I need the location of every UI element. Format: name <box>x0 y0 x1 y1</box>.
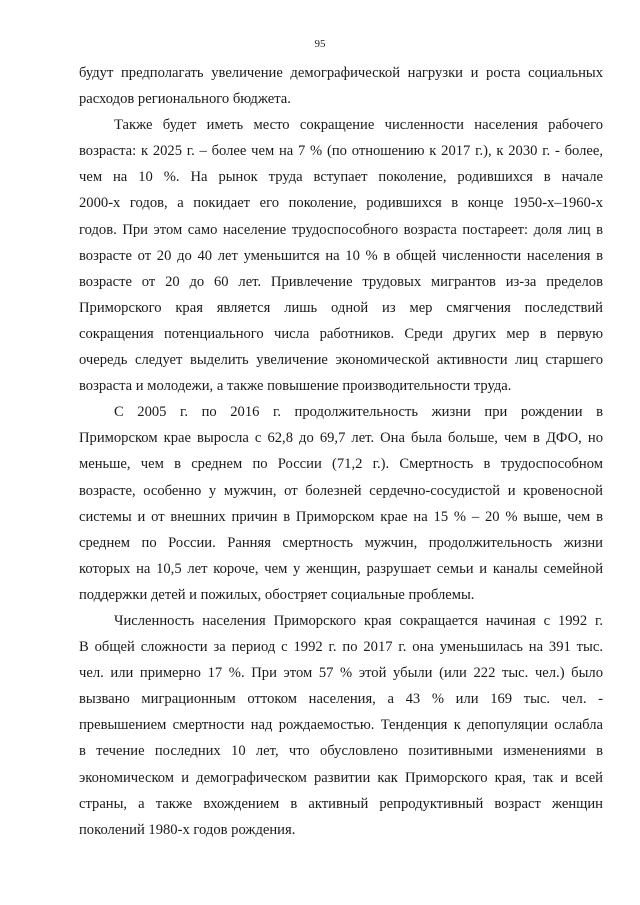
text-line: вызвано миграционным оттоком населения, а 43 % или 169 тыс. чел. - <box>79 691 603 708</box>
text-line: экономическом и демографическом развитии как Приморского края, так и всей <box>79 769 603 786</box>
text-line: возраста: к 2025 г. – более чем на 7 % (по отношению к 2017 г.), к 2030 г. - более, <box>79 143 603 160</box>
text-line: чем на 10 %. На рынок труда вступает поколение, родившихся в начале <box>79 169 603 186</box>
paragraph <box>79 60 603 112</box>
text-line: возраста и молодежи, а также повышение производительности труда. <box>79 378 512 395</box>
text-line: меньше, чем в среднем по России (71,2 г.). Смертность в трудоспособном <box>79 456 603 473</box>
text-line: возрасте, особенно у мужчин, от болезней сердечно-сосудистой и кровеносной <box>79 482 603 499</box>
text-line: среднем по России. Ранняя смертность мужчин, продолжительность жизни <box>79 534 603 551</box>
text-line: системы и от внешних причин в Приморском крае на 15 % – 20 % выше, чем в <box>79 508 603 525</box>
text-line: которых на 10,5 лет короче, чем у женщин, разрушает семьи и каналы семейной <box>79 560 603 577</box>
text-line: поколений 1980-х годов рождения. <box>79 821 296 838</box>
text-line: превышением смертности над рождаемостью. Тенденция к депопуляции ослабла <box>79 717 603 734</box>
text-line: будут предполагать увеличение демографической нагрузки и роста социальных <box>79 65 603 81</box>
paragraph <box>79 112 603 399</box>
text-line: годов. При этом само население трудоспособного возраста постареет: доля лиц в <box>79 221 603 238</box>
document-body <box>79 60 603 843</box>
text-line: сокращения потенциального числа работников. Среди других мер в первую <box>79 325 603 342</box>
text-line: 2000-х годов, а покидает его поколение, родившихся в конце 1950-х–1960-х <box>79 195 603 212</box>
page-number: 95 <box>314 38 326 50</box>
text-line: С 2005 г. по 2016 г. продолжительность жизни при рождении в <box>114 404 603 421</box>
text-line: очередь следует выделить увеличение экономической активности лиц старшего <box>79 352 603 369</box>
text-line: поддержки детей и пожилых, обостряет социальные проблемы. <box>79 586 475 603</box>
paragraph <box>79 608 603 843</box>
text-line: страны, а также вхождением в активный репродуктивный возраст женщин <box>79 795 603 812</box>
text-line: Численность населения Приморского края сокращается начиная с 1992 г. <box>114 612 603 629</box>
text-line: Приморском крае выросла с 62,8 до 69,7 лет. Она была больше, чем в ДФО, но <box>79 430 603 447</box>
text-line: чел. или примерно 17 %. При этом 57 % этой убыли (или 222 тыс. чел.) было <box>79 665 603 682</box>
text-line: В общей сложности за период с 1992 г. по 2017 г. она уменьшилась на 391 тыс. <box>79 639 603 656</box>
text-line: Также будет иметь место сокращение численности населения рабочего <box>114 117 603 134</box>
text-line: возрасте от 20 до 60 лет. Привлечение трудовых мигрантов из-за пределов <box>79 273 603 290</box>
text-line: Приморского края является лишь одной из мер смягчения последствий <box>79 299 603 316</box>
paragraph <box>79 399 603 608</box>
text-line: расходов регионального бюджета. <box>79 91 291 108</box>
text-line: возрасте от 20 до 40 лет уменьшится на 10 % в общей численности населения в <box>79 247 603 264</box>
text-line: в течение последних 10 лет, что обусловлено позитивными изменениями в <box>79 743 603 760</box>
